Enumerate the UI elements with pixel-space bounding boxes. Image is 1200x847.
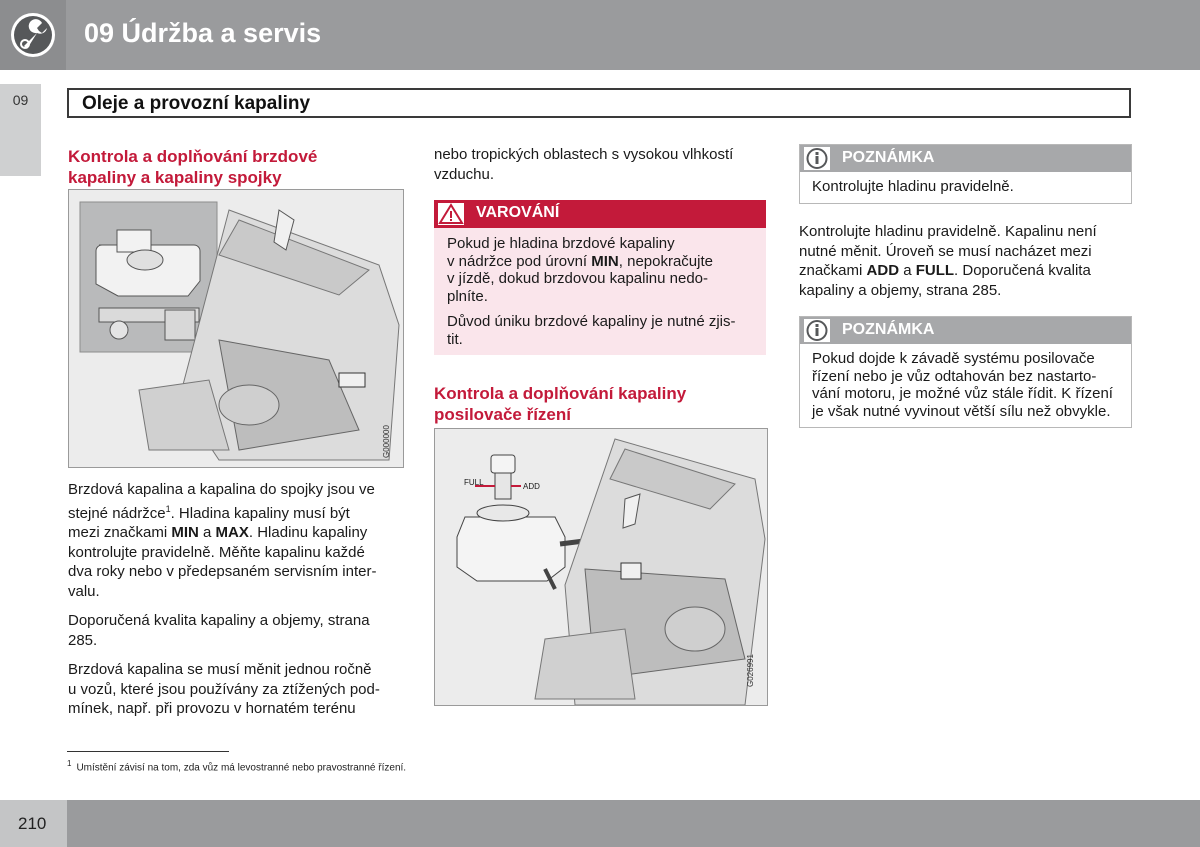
footnote xyxy=(67,759,406,773)
paragraph xyxy=(447,235,757,305)
text-line: Doporučená kvalita kapaliny a objemy, strana xyxy=(68,612,370,629)
brake-fluid-heading xyxy=(68,146,317,188)
full-label: FULL xyxy=(464,478,484,487)
text-line: kontrolujte pravidelně. Měňte kapalinu každé xyxy=(68,543,365,561)
text-line: v nádržce pod úrovní xyxy=(447,252,592,270)
text-line: Brzdová kapalina a kapalina do spojky jsou ve xyxy=(68,481,375,498)
text-line: vzduchu. xyxy=(434,165,495,183)
footnote-marker: 1 xyxy=(165,503,171,514)
warning-title: VAROVÁNÍ xyxy=(476,204,560,221)
text-line: Brzdová kapalina se musí měnit jednou ročně xyxy=(68,661,372,678)
wrench-gear-icon xyxy=(10,12,56,58)
note-header xyxy=(800,145,1131,172)
info-icon xyxy=(804,147,830,170)
text-line: a xyxy=(899,262,916,279)
footnote-text: Umístění závisí na tom, zda vůz má levostranné nebo pravostranné řízení. xyxy=(76,762,407,774)
brake-reservoir-figure xyxy=(68,189,404,468)
text-line: vání motoru, je možné vůz stále řídit. K řízení xyxy=(812,385,1113,402)
section-heading-box xyxy=(67,88,1131,118)
text-line: nebo tropických oblastech s vysokou vlhkostí xyxy=(434,146,734,163)
footnote-marker: 1 xyxy=(67,759,72,768)
text-line: tit. xyxy=(447,330,463,348)
paragraph xyxy=(68,480,408,601)
text-line: , nepokračujte xyxy=(618,252,713,270)
footer-bar xyxy=(67,800,1200,847)
text-line: Důvod úniku brzdové kapaliny je nutné zjis- xyxy=(447,313,736,330)
text-line: . Doporučená kvalita xyxy=(954,262,1091,279)
info-icon xyxy=(804,319,830,342)
note-box xyxy=(799,144,1132,204)
warning-triangle-icon xyxy=(438,203,464,225)
text-line: . Hladina kapaliny musí být xyxy=(170,504,350,522)
heading-line: kapaliny a kapaliny spojky xyxy=(68,168,282,187)
paragraph xyxy=(447,313,757,348)
full-mark: FULL xyxy=(915,262,955,279)
min-mark: MIN xyxy=(591,252,619,270)
footnote-divider xyxy=(67,751,229,752)
text-line: Pokud je hladina brzdové kapaliny xyxy=(447,235,675,252)
page-number: 210 xyxy=(18,814,47,833)
text-line: kapaliny a objemy, strana 285. xyxy=(799,281,1002,299)
warning-box xyxy=(434,200,766,355)
section-title: Oleje a provozní kapaliny xyxy=(82,93,311,114)
text-line: Kontrolujte hladinu pravidelně. Kapalinu není xyxy=(799,223,1097,240)
heading-line: Kontrola a doplňování kapaliny xyxy=(434,384,687,403)
figure-code: G026991 xyxy=(746,654,755,687)
text-line: 285. xyxy=(68,631,98,649)
power-steering-text xyxy=(799,222,1139,300)
note-box xyxy=(799,316,1132,428)
note-text: Kontrolujte hladinu pravidelně. xyxy=(812,178,1014,195)
text-line: značkami xyxy=(799,262,867,279)
engine-bay-illustration xyxy=(435,429,767,705)
note-title: POZNÁMKA xyxy=(842,149,935,166)
text-line: mínek, např. při provozu v hornatém terénu xyxy=(68,700,356,717)
note-header xyxy=(800,317,1131,344)
text-line: je však nutné vyvinout větší sílu než obvykle. xyxy=(812,402,1111,420)
power-steering-heading xyxy=(434,383,686,425)
chapter-title: 09 Údržba a servis xyxy=(84,18,322,48)
heading-line: Kontrola a doplňování brzdové xyxy=(68,147,318,166)
text-line: u vozů, které jsou používány za ztížených pod- xyxy=(68,680,380,698)
text-line: Pokud dojde k závadě systému posilovače xyxy=(812,350,1095,367)
warning-header xyxy=(434,200,766,228)
continued-text xyxy=(434,145,774,184)
min-mark: MIN xyxy=(171,524,199,541)
note-text xyxy=(800,344,1131,427)
figure-code: G000000 xyxy=(382,425,391,458)
text-line: a xyxy=(198,524,216,541)
paragraph xyxy=(68,660,408,719)
chapter-tab-number: 09 xyxy=(12,92,29,108)
text-line: plníte. xyxy=(447,287,488,305)
add-label: ADD xyxy=(523,482,540,491)
add-mark: ADD xyxy=(866,262,900,279)
heading-line: posilovače řízení xyxy=(434,405,571,424)
note-title: POZNÁMKA xyxy=(842,321,935,338)
max-mark: MAX xyxy=(215,524,249,541)
text-line: mezi značkami xyxy=(68,524,172,541)
text-line: valu. xyxy=(68,582,100,600)
brake-fluid-text xyxy=(68,480,408,729)
power-steering-figure xyxy=(434,428,768,706)
page-number-box xyxy=(0,800,67,847)
engine-bay-illustration xyxy=(69,190,403,467)
warning-body xyxy=(447,235,757,356)
paragraph xyxy=(68,611,408,650)
text-line: řízení nebo je vůz odtahován bez nastarto- xyxy=(812,367,1097,385)
text-line: nutné měnit. Úroveň se musí nacházet mezi xyxy=(799,242,1092,260)
text-line: v jízdě, dokud brzdovou kapalinu nedo- xyxy=(447,270,709,287)
text-line: . Hladinu kapaliny xyxy=(248,524,368,541)
text-line: stejné nádržce xyxy=(68,504,166,522)
text-line: dva roky nebo v předepsaném servisním inter- xyxy=(68,563,377,580)
